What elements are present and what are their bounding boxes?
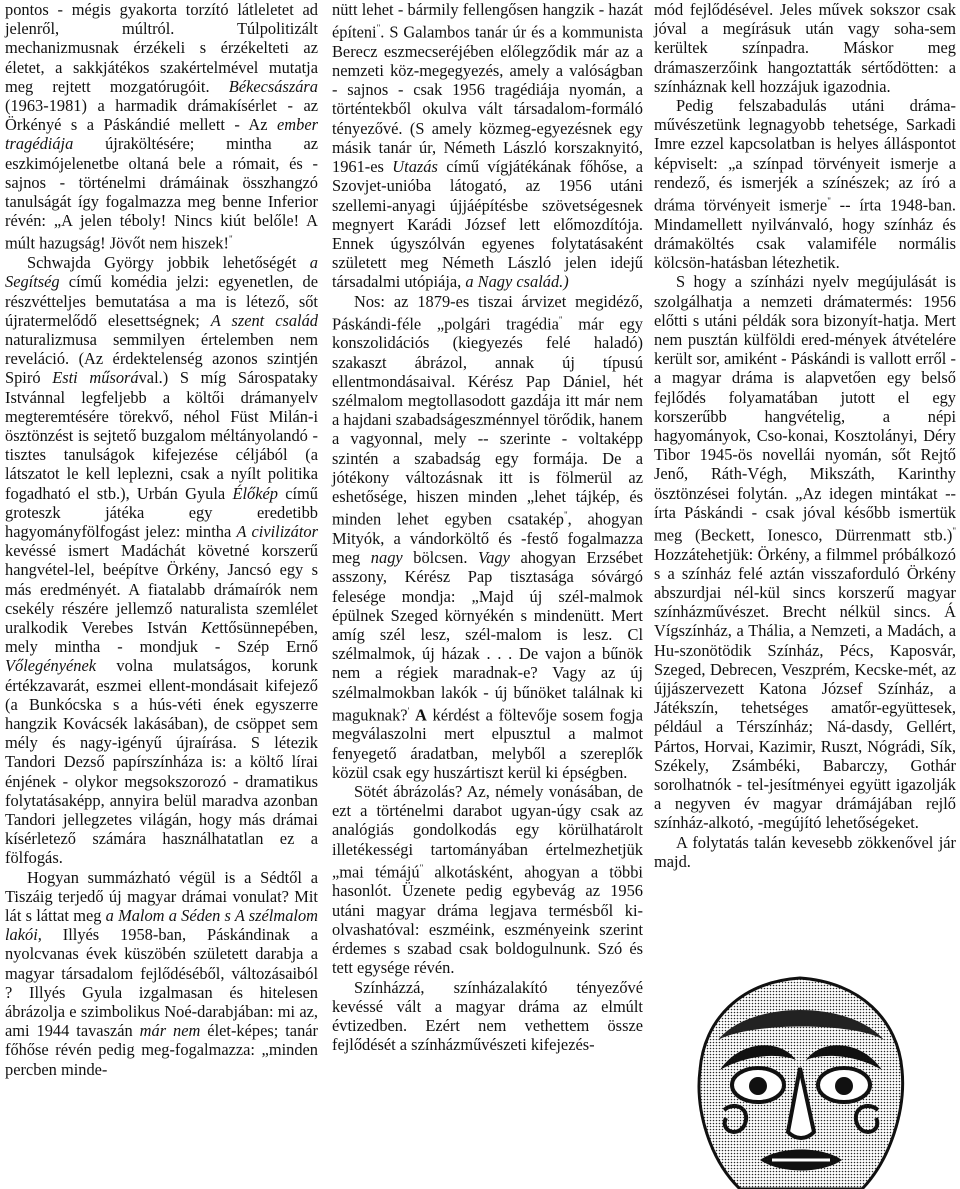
paragraph [5,253,318,868]
superscript-mark: " [563,510,568,521]
text-run: Hozzátehetjük: Örkény, a filmmel próbálkozó s a színház felé aztán visszaforduló Örkény abszurdjai nél-kül sincs korszerű magyar színházművészet. Brecht nélkül sincs. Á Vígszínház, a Thália, a Nemzeti, a Madách, a Hu-szonötödik Színház, Pécs, Kaposvár, Szeged, Debrecen, Veszprém, Kecske-mét, az újjászervezett Katona József Színház, a Játékszín, tehetséges amatőr-együttesek, például a Térszínház; Ná-dasdy, Gellért, Pártos, Horvai, Kazimir, Ruszt, Nógrádi, Sík, Székely, Zsámbéki, Babarczy, Gothár sorolhatnók - tel-jesítményei együtt igazolják a negyven év magyar drámájában rejlő színház-alkotó, -megújító lehetőségeket. [654,544,956,833]
text-run: élet-képes; tanár főhőse révén pedig meg-fogalmazza: „minden percben minde- [5,1021,318,1079]
italic-run: Utazás [392,157,438,177]
text-run: pontos - mégis gyakorta torzító látleletet ad jelenről, múltról. Túlpolitizált mechanizmusnak érzékeli s érzékelteti az életet, a sakkjátékos szakértelmével mutatja meg rejtett mozgatórugóit. [5,0,318,96]
text-run: Sötét ábrázolás? Az, némely vonásában, de ezt a történelmi darabot ugyan-úgy csak az analógiás gondolkodás egy körülhatárolt illetékességi tartományában értelmezhetjük „mai témájú [332,782,643,882]
italic-run: a Nagy család.) [465,272,569,292]
paragraph [332,292,643,782]
italic-run: A civilizátor [236,521,318,541]
paragraph [332,978,643,1055]
text-run: volna mulatságos, korunk értékzavarát, eszmei ellent-mondásait kifejező (a Bunkócska s a hús-véti ének egyszerre hangzik Kovácsék lakásában), de csöppet sem mély és nagy-igényű újraírása. S létezik Tandori Dezső papírszínháza is: a költő lírai énjének - olykor megsokszorozó - dramatikus folytatásaképp, annyira belül maradva azonban Tandori jellegzetes világán, hogy más drámai kísérletező számára használhatatlan ez a fölfogás. [5,656,318,868]
text-run: című komédia jelzi: egyenetlen, de részvétteljes bemutatása a ma is létező, sőt újratermelődő elesettségnek; [5,272,318,330]
italic-run: Ke [201,617,220,637]
superscript-mark: " [376,23,381,34]
text-run: A folytatás talán kevesebb zökkenővel jár majd. [654,832,956,871]
text-run: val.) S míg Sárospataky Istvánnal legfeljebb a költői drámanyelv megteremtésére törekvő, néhol Füst Milán-i ösztönzést is sejtető buzgalom méltányolandó - tisztes tanulságok kifejezése céljából (a látszatot le kell leplezni, csak a nyílt politika fogadható el stb.), Urbán Gyula [5,368,318,503]
italic-run: Vőlegényének [5,656,96,676]
text-column-2 [332,0,643,1054]
superscript-mark: " [827,196,831,207]
text-run: újraköltésére; mintha az eszkimójelenetbe oltaná bele a rómait, és - sajnos - történelmi drámáinak összhangzó tanulságát így fogalmazza meg benne Inferior révén: „A jelen téboly! Nincs kiút belőle! A múlt hazugság! Jövőt nem hiszek! [5,134,318,253]
superscript-mark: " [228,234,233,245]
text-run: naturalizmusa semmilyen értelemben nem reveláció. (Az érdektelenség azonos szintjén Spiró [5,329,318,388]
text-run: Színházzá, színházalakító tényezővé kevéssé vált a magyar dráma az elmúlt évtizedben. Ezért nem vethettem össze fejlődését a színházművészeti kifejezés- [332,977,643,1055]
bold-run: A [414,705,427,725]
italic-run: nagy [370,548,403,568]
text-run: már egy konszolidációs (kiegyezés felé haladó) szakaszt ábrázol, annak új típusú ellentmondásaival. Kérész Pap Dániel, hét szélmalom megtollasodott gazdája itt már nem a hajdani szabadságeszménnyel törődik, hanem a vagyonnal, mely -- szerinte - voltaképp szintén a szabadság egy formája. De a jótékony változásnak itt is fölmerül az eshetősége, hiszen minden „lehet tájkép, és minden lehet egyben csatakép [332,314,643,529]
text-run: Pedig felszabadulás utáni dráma-művészetünk legnagyobb tehetsége, Sarkadi Imre ezzel kapcsolatban is helyes álláspontot képviselt: „a színpad törvényeit ismerje a rendező, és ismerjék a színészek; az író a dráma törvényeit ismerje [654,96,956,215]
tribal-mask-illustration [640,960,955,1189]
italic-run: Békecsászára [228,76,318,96]
italic-run: Vagy [478,548,510,568]
text-run: Illyés 1958-ban, Páskándinak a nyolcvanas évek küszöbén született darabja a magyar társadalom fejlődéséből, változásaiból ? Illyés Gyula izgalmasan és hitelesen ábrázolja e szimbolikus Noé-darabjában: mi az, ami 1944 tavaszán [5,925,318,1041]
italic-run: Esti műsorá [52,368,139,388]
paragraph [332,0,643,292]
italic-run: ember tragédiája [5,115,318,154]
text-run: ttősünnepében, mely mintha - mondjuk - Szép Ernő [5,617,318,657]
italic-run: már nem [139,1021,201,1041]
paragraph [654,272,956,832]
paragraph [5,868,318,1079]
italic-run: Élőkép [232,483,278,503]
paragraph [654,96,956,272]
text-run: kevéssé ismert Madáchát követné korszerű hangvétel-lel, beépítve Örkény, Jancsó egy s más eredményét. A fiatalabb drámaírók nem csekély részére jellemző naturalista szemlélet uralkodik Verebes István [5,541,318,637]
superscript-mark: " [558,314,563,325]
text-run: című groteszk játéka egy eredetibb hagyományfölfogást jelez: mintha [5,483,318,541]
text-run: , ahogyan Mityók, a vándorköltő és -festő fogalmazza meg [332,509,643,568]
italic-run: a Malom a Séden s A szélmalom lakói, [5,906,318,945]
text-run: (1963-1981) a harmadik drámakísérlet - az Örkényé s a Páskándié mellett - Az [5,96,318,135]
text-run: mód fejlődésével. Jeles művek sokszor csak jóval a megírásuk után vagy soha-sem kerültek színpadra. Máskor meg drámaszerzőink hangoztatták sértődötten: a színháznak kell hozzájuk igazodnia. [654,0,956,96]
paragraph [654,833,956,871]
text-run: alkotásként, ahogyan a többi hasonlót. Üzenete pedig egybevág az 1956 utáni magyar dráma legjava termésből ki-olvashatóval: eszméink, eszményeink szerint érdemes s szabad csak boldogulnunk. Szó és tett egysége révén. [332,862,643,978]
text-run: -- írta 1948-ban. Mindamellett nyilvánvaló, hogy színház és drámaköltés csak valamiféle normális kölcsön-hatásban létezhetik. [654,195,957,273]
text-column-1 [5,0,318,1079]
text-run: . S Galambos tanár úr és a kommunista Berecz eszmecseréjében előlegződik már az a nemzeti köz-megegyezés, amely a valóságban - sajnos - csak 1956 tragédiája nyomán, a történtekből okulva vált társadalom-formáló tényezővé. (S amely közmeg-egyezésnek egy másik tanár úr, Németh László korszaknyitó, 1961-es [332,22,643,177]
text-run: Hogyan summázható végül is a Sédtől a Tiszáig terjedő új magyar drámai vonulat? Mit lát s láttat meg [5,867,318,926]
text-run: bölcsen. [402,548,478,568]
text-run: S hogy a színházi nyelv megújulását is szolgálhatja a nemzeti drámatermés: 1956 előtti s utáni példák sora bizonyít-hatja. Mert nem pusztán külföldi ered-mények átvételére került sor, amiként - Páskándi is vallott erről - a magyar dráma is alapvetően egy belső fejlődés folyamatában jutott el egy korszerűbb hangvételig, a népi hagyományok, Cso-konai, Kosztolányi, Déry Tibor 1945-ös novellái nyomán, sőt Rejtő Jenő, Ráth-Végh, Mikszáth, Karinthy ösztönzései folytán. „Az idegen mintákat -- írta Páskándi - csak jóval később ismertük meg (Beckett, Ionesco, Dürrenmatt stb.) [654,272,956,545]
italic-run: a Segítség [5,253,318,292]
text-column-3 [654,0,956,871]
text-run: Nos: az 1879-es tiszai árvizet megidéző, Páskándi-féle „polgári tragédia [332,291,643,334]
paragraph [654,0,956,96]
paragraph [5,0,318,253]
superscript-mark: " [419,862,424,873]
paragraph [332,782,643,978]
superscript-mark: ' [407,705,410,716]
italic-run: A szent család [210,310,318,330]
text-run: Schwajda György jobbik lehetőségét [27,253,310,273]
superscript-mark: " [952,525,956,536]
text-run: nütt lehet - bármily fellengősen hangzik - hazát építeni [332,0,643,42]
text-run: című vígjátékának főhőse, a Szovjet-unióba látogató, az 1956 utáni szellemi-anyagi újjáépítésbe szövetségesnek megnyert Karádi József lett előmozdítója. Ennek úgyszólván egyenes folytatásaként született meg Németh László jelen idejű társadalmi utópiája, [332,157,643,292]
text-run: ahogyan Erzsébet asszony, Kérész Pap tisztasága sóvárgó felesége mondja: „Majd új szél-malmok épülnek Szeged környékén s mindenütt. Mert amíg szél lesz, szél-malom is lesz. Cl szélmalmok, új házak . . . De vajon a bűnök nem a régiek maradnak-e? Vagy az új szélmalmokban lakók - új bűnöket találnak ki maguknak? [332,548,643,725]
text-run: kérdést a föltevője sosem fogja megválaszolni mert elpusztul a malmot fenyegető áradatban, melyből a szereplők közül csak egy huszártiszt kerül ki épségben. [332,705,643,782]
